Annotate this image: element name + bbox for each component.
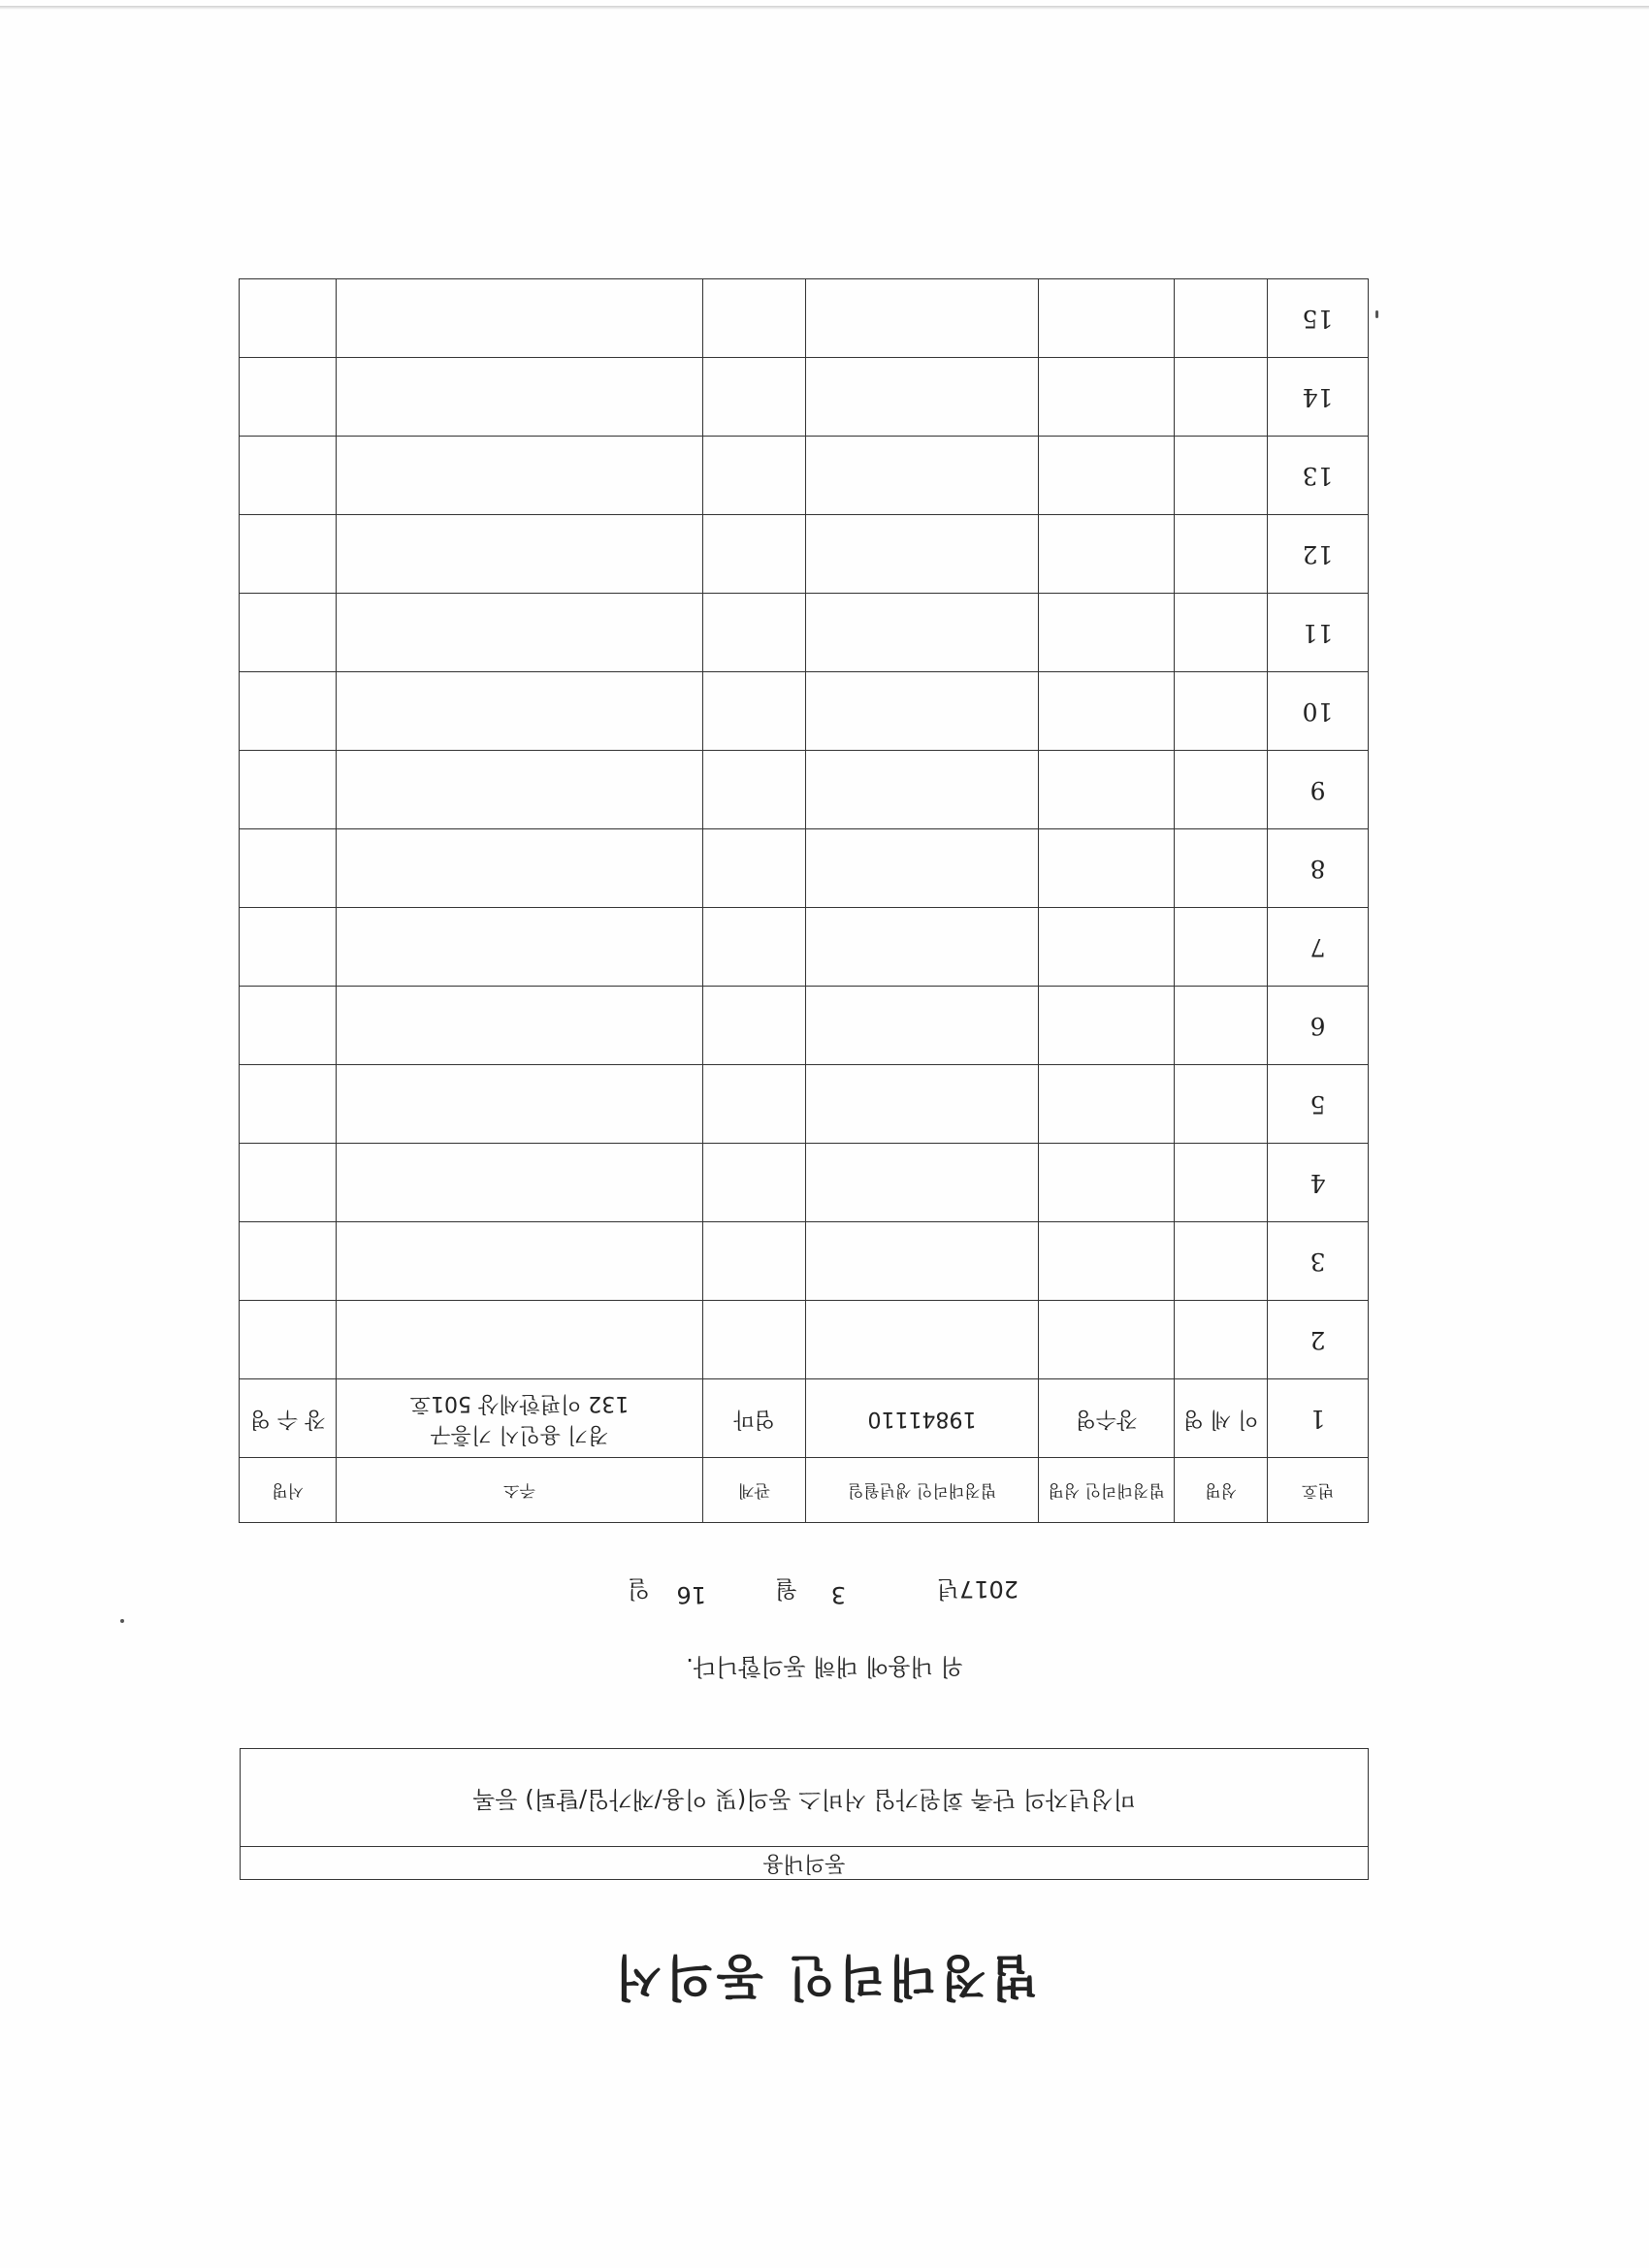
consent-box: [240, 1748, 1369, 1880]
row-guardian-name: [1039, 515, 1175, 594]
row-signature: [240, 1222, 337, 1301]
row-guardian-name: [1039, 751, 1175, 829]
row-address: [337, 829, 703, 908]
row-number: 1: [1268, 1379, 1369, 1458]
row-number: 13: [1268, 437, 1369, 515]
row-guardian-name: [1039, 437, 1175, 515]
table-row: [240, 829, 1369, 908]
row-address: [337, 908, 703, 987]
table-row: [240, 594, 1369, 672]
table-row: [240, 908, 1369, 987]
row-relation: [703, 908, 806, 987]
row-birth: [806, 358, 1039, 437]
table-row: [240, 437, 1369, 515]
row-guardian-name: [1039, 358, 1175, 437]
row-name: [1175, 515, 1268, 594]
header-guardian-birth: 법정대리인 생년월일: [806, 1458, 1039, 1523]
row-birth: [806, 1144, 1039, 1222]
table-header-row: [240, 1458, 1369, 1523]
row-birth: [806, 1065, 1039, 1144]
row-name: [1175, 751, 1268, 829]
table-row: [240, 515, 1369, 594]
row-address: [337, 1222, 703, 1301]
row-address: 경기 용인시 기흥구 132 이편한세상 501호: [337, 1379, 703, 1458]
row-relation: [703, 751, 806, 829]
row-address: [337, 594, 703, 672]
consent-header: 동의내용: [241, 1846, 1368, 1879]
row-signature: 장 수 영: [240, 1379, 337, 1458]
header-signature: 서명: [240, 1458, 337, 1523]
row-birth: [806, 515, 1039, 594]
row-signature: [240, 515, 337, 594]
row-signature: [240, 908, 337, 987]
table-row: [240, 279, 1369, 358]
row-relation: [703, 594, 806, 672]
table-row: [240, 672, 1369, 751]
row-name: [1175, 1065, 1268, 1144]
row-relation: [703, 987, 806, 1065]
row-guardian-name: [1039, 987, 1175, 1065]
scan-speck: [1375, 310, 1378, 318]
row-guardian-name: [1039, 672, 1175, 751]
row-relation: [703, 358, 806, 437]
row-relation: [703, 437, 806, 515]
row-number: 11: [1268, 594, 1369, 672]
row-address: [337, 437, 703, 515]
row-signature: [240, 594, 337, 672]
row-name: [1175, 1222, 1268, 1301]
row-guardian-name: [1039, 1144, 1175, 1222]
row-guardian-name: [1039, 1065, 1175, 1144]
row-number: 10: [1268, 672, 1369, 751]
row-guardian-name: [1039, 594, 1175, 672]
row-guardian-name: [1039, 829, 1175, 908]
row-birth: [806, 437, 1039, 515]
header-number: 번호: [1268, 1458, 1369, 1523]
row-relation: [703, 829, 806, 908]
guardian-table: [239, 278, 1369, 1523]
table-row: [240, 1379, 1369, 1458]
date-day-unit: 일: [627, 1575, 650, 1603]
row-address: [337, 987, 703, 1065]
row-relation: [703, 1065, 806, 1144]
row-name: [1175, 594, 1268, 672]
row-relation: [703, 515, 806, 594]
header-address: 주소: [337, 1458, 703, 1523]
row-signature: [240, 1144, 337, 1222]
row-number: 7: [1268, 908, 1369, 987]
row-address: [337, 279, 703, 358]
row-birth: [806, 908, 1039, 987]
table-row: [240, 1065, 1369, 1144]
row-birth: [806, 594, 1039, 672]
table-row: [240, 751, 1369, 829]
row-address: [337, 1301, 703, 1379]
date-month: 3: [830, 1581, 846, 1608]
row-signature: [240, 672, 337, 751]
row-name: [1175, 279, 1268, 358]
row-name: [1175, 1301, 1268, 1379]
date-month-unit: 월: [774, 1575, 797, 1603]
table-row: [240, 1144, 1369, 1222]
row-address: [337, 358, 703, 437]
row-number: 6: [1268, 987, 1369, 1065]
row-address: [337, 672, 703, 751]
row-relation: [703, 672, 806, 751]
row-birth: 19841110: [806, 1379, 1039, 1458]
row-birth: [806, 672, 1039, 751]
row-birth: [806, 1301, 1039, 1379]
row-birth: [806, 1222, 1039, 1301]
row-guardian-name: [1039, 279, 1175, 358]
row-number: 14: [1268, 358, 1369, 437]
row-relation: [703, 1144, 806, 1222]
row-relation: [703, 1301, 806, 1379]
row-address: [337, 1144, 703, 1222]
row-name: [1175, 358, 1268, 437]
row-name: 이 세 영: [1175, 1379, 1268, 1458]
row-name: [1175, 437, 1268, 515]
scan-speck: [120, 1619, 124, 1623]
row-address: [337, 1065, 703, 1144]
table-row: [240, 1222, 1369, 1301]
date-year: 2017년: [936, 1575, 1018, 1603]
row-guardian-name: [1039, 1301, 1175, 1379]
row-address: [337, 515, 703, 594]
header-guardian-name: 법정대리인 성명: [1039, 1458, 1175, 1523]
row-signature: [240, 279, 337, 358]
row-number: 2: [1268, 1301, 1369, 1379]
date-day: 16: [676, 1581, 706, 1608]
row-signature: [240, 437, 337, 515]
row-address: [337, 751, 703, 829]
row-name: [1175, 1144, 1268, 1222]
row-number: 3: [1268, 1222, 1369, 1301]
row-number: 15: [1268, 279, 1369, 358]
row-birth: [806, 829, 1039, 908]
row-guardian-name: 장수영: [1039, 1379, 1175, 1458]
table-row: [240, 987, 1369, 1065]
row-signature: [240, 987, 337, 1065]
table-row: [240, 358, 1369, 437]
row-signature: [240, 829, 337, 908]
row-signature: [240, 358, 337, 437]
row-guardian-name: [1039, 1222, 1175, 1301]
row-number: 5: [1268, 1065, 1369, 1144]
row-number: 8: [1268, 829, 1369, 908]
table-row: [240, 1301, 1369, 1379]
row-birth: [806, 987, 1039, 1065]
header-name: 성명: [1175, 1458, 1268, 1523]
row-number: 9: [1268, 751, 1369, 829]
row-signature: [240, 751, 337, 829]
row-guardian-name: [1039, 908, 1175, 987]
row-number: 12: [1268, 515, 1369, 594]
row-signature: [240, 1065, 337, 1144]
row-relation: 엄마: [703, 1379, 806, 1458]
row-number: 4: [1268, 1144, 1369, 1222]
consent-body: 미성년자의 단축 회원가입 서비스 동의(및 이용/재가입/탈퇴) 등록: [472, 1786, 1136, 1813]
row-name: [1175, 672, 1268, 751]
row-name: [1175, 829, 1268, 908]
row-name: [1175, 908, 1268, 987]
row-signature: [240, 1301, 337, 1379]
header-relation: 관계: [703, 1458, 806, 1523]
row-birth: [806, 751, 1039, 829]
scan-edge: [0, 6, 1649, 10]
row-relation: [703, 1222, 806, 1301]
row-name: [1175, 987, 1268, 1065]
row-relation: [703, 279, 806, 358]
page-title: 법정대리인 동의서: [611, 1949, 1038, 2005]
row-birth: [806, 279, 1039, 358]
agree-statement: 위 내용에 대해 동의합니다.: [686, 1653, 963, 1680]
